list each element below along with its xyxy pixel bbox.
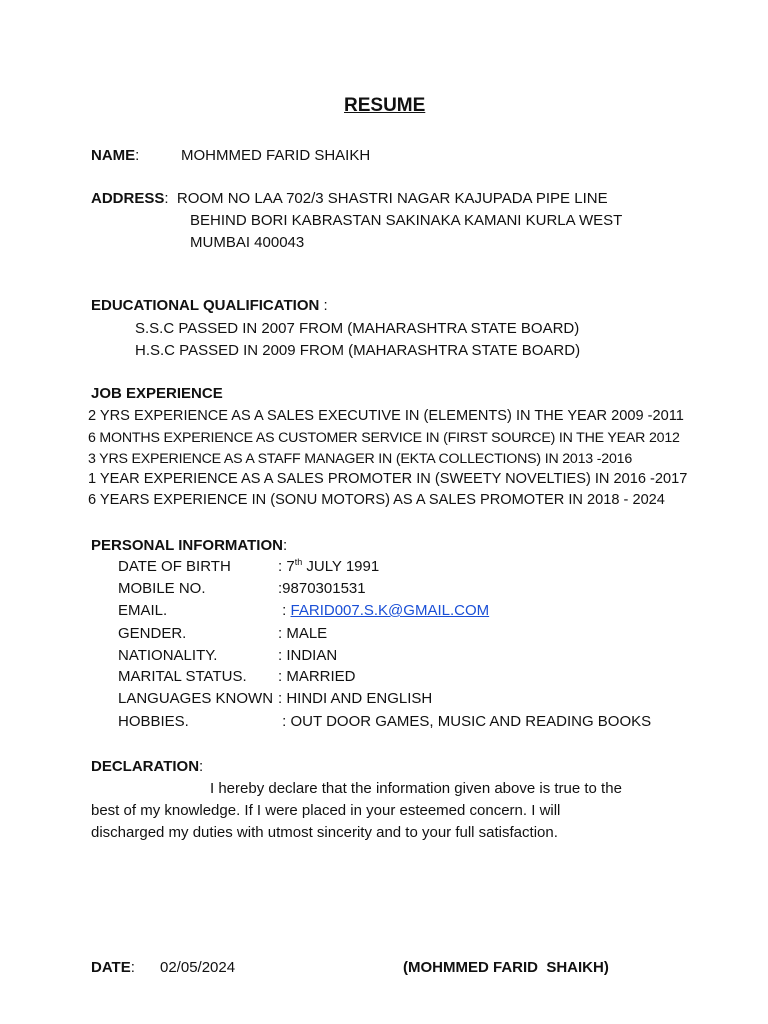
dob-label: DATE OF BIRTH	[118, 558, 231, 575]
education-item: S.S.C PASSED IN 2007 FROM (MAHARASHTRA STATE BOARD)	[135, 320, 580, 337]
education-item: H.S.C PASSED IN 2009 FROM (MAHARASHTRA STATE BOARD)	[135, 342, 581, 359]
dob-day: 7	[286, 558, 295, 575]
nationality-row: NATIONALITY. : INDIAN	[118, 647, 338, 664]
hobbies-value: OUT DOOR GAMES, MUSIC AND READING BOOKS	[290, 713, 652, 730]
email-label: EMAIL.	[118, 602, 168, 619]
declaration-heading: DECLARATION:	[91, 758, 204, 775]
languages-value: HINDI AND ENGLISH	[286, 690, 433, 707]
experience-item: 1 YEAR EXPERIENCE AS A SALES PROMOTER IN (SWEETY NOVELTIES) IN 2016 -2017	[88, 471, 688, 487]
gender-label: GENDER.	[118, 625, 187, 642]
declaration-line: best of my knowledge. If I were placed in your esteemed concern. I will	[91, 802, 561, 819]
name-label: NAME	[91, 147, 136, 164]
experience-item: 3 YRS EXPERIENCE AS A STAFF MANAGER IN (EKTA COLLECTIONS) IN 2013 -2016	[88, 451, 633, 467]
dob-suffix: th	[294, 557, 303, 567]
declaration-line: I hereby declare that the information given above is true to the	[210, 780, 622, 797]
education-heading: EDUCATIONAL QUALIFICATION :	[91, 297, 328, 314]
declaration-line: discharged my duties with utmost sincerity and to your full satisfaction.	[91, 824, 558, 841]
mobile-row: MOBILE NO. :9870301531	[118, 580, 366, 597]
date-row: DATE:	[91, 959, 135, 976]
gender-row: GENDER. : MALE	[118, 625, 328, 642]
address-line-3: MUMBAI 400043	[190, 234, 305, 251]
signature: (MOHMMED FARID SHAIKH)	[403, 959, 609, 976]
dob-rest: JULY 1991	[306, 558, 380, 575]
experience-item: 6 YEARS EXPERIENCE IN (SONU MOTORS) AS A SALES PROMOTER IN 2018 - 2024	[88, 492, 665, 508]
address-line-1: ROOM NO LAA 702/3 SHASTRI NAGAR KAJUPADA PIPE LINE	[176, 190, 608, 207]
languages-row: LANGUAGES KNOWN : HINDI AND ENGLISH	[118, 690, 433, 707]
experience-item: 2 YRS EXPERIENCE AS A SALES EXECUTIVE IN (ELEMENTS) IN THE YEAR 2009 -2011	[88, 408, 684, 424]
email-row: EMAIL. : FARID007.S.K@GMAIL.COM	[118, 602, 490, 619]
experience-label: JOB EXPERIENCE	[91, 385, 223, 402]
marital-label: MARITAL STATUS.	[118, 668, 247, 685]
date-label: DATE	[91, 959, 131, 976]
languages-label: LANGUAGES KNOWN	[118, 690, 274, 707]
name-row: NAME:	[91, 147, 140, 164]
nationality-value: INDIAN	[286, 647, 338, 664]
personal-label: PERSONAL INFORMATION	[91, 537, 283, 554]
address-row: ADDRESS: ROOM NO LAA 702/3 SHASTRI NAGAR KAJUPADA PIPE LINE	[91, 190, 608, 207]
date-value: 02/05/2024	[160, 959, 236, 976]
hobbies-row: HOBBIES. : OUT DOOR GAMES, MUSIC AND READING BOOKS	[118, 713, 652, 730]
personal-heading: PERSONAL INFORMATION:	[91, 537, 288, 554]
address-label: ADDRESS	[91, 190, 165, 207]
experience-item: 6 MONTHS EXPERIENCE AS CUSTOMER SERVICE IN (FIRST SOURCE) IN THE YEAR 2012	[88, 430, 680, 446]
address-line-2: BEHIND BORI KABRASTAN SAKINAKA KAMANI KURLA WEST	[190, 212, 623, 229]
dob-row: DATE OF BIRTH : 7th JULY 1991	[118, 557, 380, 575]
gender-value: MALE	[286, 625, 328, 642]
page-title: RESUME	[344, 95, 426, 116]
hobbies-label: HOBBIES.	[118, 713, 189, 730]
mobile-label: MOBILE NO.	[118, 580, 206, 597]
marital-value: MARRIED	[286, 668, 356, 685]
nationality-label: NATIONALITY.	[118, 647, 218, 664]
marital-row: MARITAL STATUS. : MARRIED	[118, 668, 356, 685]
email-link[interactable]: FARID007.S.K@GMAIL.COM	[290, 602, 490, 619]
declaration-label: DECLARATION	[91, 758, 200, 775]
name-value: MOHMMED FARID SHAIKH	[181, 147, 371, 164]
education-label: EDUCATIONAL QUALIFICATION	[91, 297, 320, 314]
mobile-value: 9870301531	[282, 580, 366, 597]
